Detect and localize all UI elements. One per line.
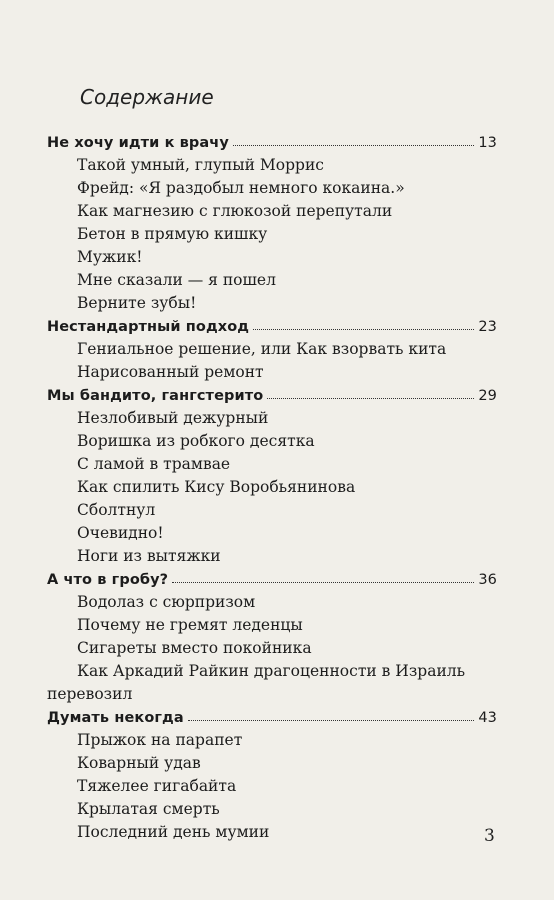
dot-leader [233,145,474,146]
toc-entry: Почему не гремят леденцы [77,616,303,634]
section-title: Нестандартный подход [47,319,250,335]
section-page: 29 [478,388,497,404]
table-of-contents [47,128,497,841]
toc-entry: Мужик! [77,248,143,266]
toc-entry: Очевидно! [77,524,164,542]
section-page: 13 [478,135,497,151]
dot-leader [267,398,474,399]
toc-entry: Крылатая смерть [77,800,220,818]
toc-section [47,565,497,588]
section-title: Не хочу идти к врачу [47,135,229,151]
toc-entry: Как Аркадий Райкин драгоценности в Израиль [77,662,466,680]
toc-section [47,312,497,335]
dot-leader [188,720,475,721]
toc-title: Содержание [80,85,214,109]
toc-entry: Прыжок на парапет [77,731,243,749]
toc-entry: Последний день мумии [77,823,270,841]
dot-leader [172,582,474,583]
toc-entry: Как спилить Кису Воробьянинова [77,478,356,496]
section-title: Мы бандито, гангстерито [47,388,264,404]
toc-entry: Сигареты вместо покойника [77,639,312,657]
section-title: Думать некогда [47,710,184,726]
toc-entry: Коварный удав [77,754,201,772]
page-number: 3 [484,826,495,846]
section-page: 36 [478,572,497,588]
toc-entry: Такой умный, глупый Моррис [77,156,324,174]
section-page: 43 [478,710,497,726]
toc-section [47,703,497,726]
toc-section [47,128,497,151]
toc-entry: Воришка из робкого десятка [77,432,315,450]
toc-entry: Гениальное решение, или Как взорвать кита [77,340,447,358]
toc-entry: С ламой в трамвае [77,455,231,473]
toc-section [47,381,497,404]
toc-entry: Бетон в прямую кишку [77,225,268,243]
section-title: А что в гробу? [47,572,169,588]
dot-leader [253,329,474,330]
toc-entry: Верните зубы! [77,294,197,312]
toc-entry: Нарисованный ремонт [77,363,264,381]
toc-entry: Водолаз с сюрпризом [77,593,256,611]
toc-entry: Мне сказали — я пошел [77,271,276,289]
toc-entry: Незлобивый дежурный [77,409,269,427]
toc-entry-continuation: перевозил [47,685,133,703]
toc-entry: Тяжелее гигабайта [77,777,237,795]
toc-entry: Ноги из вытяжки [77,547,221,565]
toc-entry: Фрейд: «Я раздобыл немного кокаина.» [77,179,405,197]
section-page: 23 [478,319,497,335]
toc-entry: Сболтнул [77,501,156,519]
toc-entry: Как магнезию с глюкозой перепутали [77,202,393,220]
